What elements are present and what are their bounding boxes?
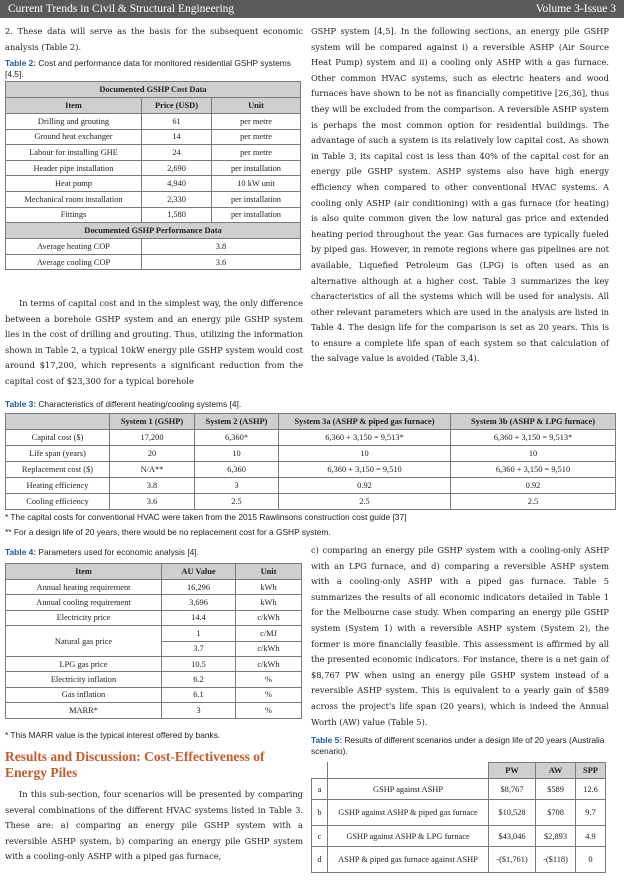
table3-note-1: * The capital costs for conventional HVAC were taken from the 2015 Rawlinsons construction cost guide [37] [5,512,407,522]
table-cell: 3.8 [110,478,195,494]
table5-header-spp: SPP [576,763,606,779]
table-cell: 10 [451,446,616,462]
table-row [6,478,616,494]
table-cell: c [312,826,328,847]
table5-header-blank-2 [328,763,489,779]
table-cell: % [236,687,302,702]
table-cell: 3,696 [162,595,236,610]
table-cell: 6,360 [195,462,279,478]
table-cell: Natural gas price [6,626,162,657]
table-cell: 4.9 [576,826,606,847]
table-cell: 17,200 [110,430,195,446]
table2-header-row [6,98,301,114]
table2-caption [5,58,303,79]
table2-header-price: Price (USD) [142,98,212,114]
table-cell: per metre [212,129,301,145]
table-row [6,254,301,270]
table-cell: 6,360 + 3,150 = 9,513* [451,430,616,446]
table-cell: 2,690 [142,160,212,176]
table-cell: 61 [142,114,212,130]
table-cell: 3.6 [110,494,195,510]
table3-header-row [6,414,616,430]
table-cell: per installation [212,191,301,207]
table-cell: 3.7 [162,641,236,656]
table5-header-aw: AW [536,763,576,779]
table2-perf-title: Documented GSHP Performance Data [6,223,301,239]
right-paragraph-1: GSHP system [4,5]. In the following sections, an energy pile GSHP system will be compared against i) a reversible ASHP (Air Source Heat Pump) system and ii) a cooling only ASHP with a gas furnace. Other common HVAC systems, such as electric heaters and wood furnaces have shown to be not as financially competitive [26,36], thus they will be excluded from the comparison. A reversible ASHP system is perhaps the most common option for residential buildings. The advantage of such a system is its relatively low capital cost. As shown in Table 3, its capital cost is less than 40% of the capital cost for an energy pile GSHP system. ASHP systems also have high energy efficiency when compared to other conventional HVAC systems. A cooling only ASHP (air conditioning) with a gas furnace (for heating) is also quite common given the low natural gas price and extended heating period throughout the year. Gas furnaces are typically fueled by piped gas. However, in remote regions where gas pipelines are not available, Liquefied Petroleum Gas (LPG) is often used as an alternative although at a higher cost. Table 3 summarizes the key characteristics of all the systems which will be used for analysis. All other relevant parameters which are used in the analysis are listed in Table 4. The design life for the comparison is set as 20 years. This is to ensure a complete life span of each system so that calculation of the salvage value is avoided (Table 3,4). [311,26,609,364]
table5-header-pw: PW [489,763,536,779]
table-cell: c/kWh [236,656,302,671]
table3-header-system3b: System 3b (ASHP & LPG furnace) [451,414,616,430]
table3-caption-text: Characteristics of different heating/cooling systems [4]. [36,399,242,409]
table-cell: c/kWh [236,610,302,625]
table-cell: ASHP & piped gas furnace against ASHP [328,847,489,873]
table-row [6,207,301,223]
table4-header-item: Item [6,564,162,580]
table-cell: 6.2 [162,672,236,687]
table-cell: Capital cost ($) [6,430,110,446]
table-cell: 14 [142,129,212,145]
section-heading: Results and Discussion: Cost-Effectiveness of Energy Piles [5,749,265,780]
table-cell: $589 [536,779,576,800]
section-paragraph-1: In this sub-section, four scenarios will be presented by comparing several combinations of the different HVAC systems listed in Table 3. These are: a) comparing an energy pile GSHP system with a reversible ASHP system, b) comparing an energy pile GSHP system with a cooling-only ASHP with a piped gas furnace, [5,789,303,862]
table-cell: 0 [576,847,606,873]
table-cell: Ground heat exchanger [6,129,142,145]
table-cell: GSHP against ASHP & LPG furnace [328,826,489,847]
table-cell: 10 [279,446,451,462]
table-cell: Life span (years) [6,446,110,462]
table-cell: Labour for installing GHE [6,145,142,161]
table-cell: 6,360 + 3,150 = 9,513* [279,430,451,446]
table-row [6,160,301,176]
table-row [6,580,302,595]
table-cell: 24 [142,145,212,161]
table-cell: d [312,847,328,873]
table-cell: -($1,761) [489,847,536,873]
table-cell: MARR* [6,703,162,718]
table-cell: per metre [212,145,301,161]
table-cell: 2.5 [451,494,616,510]
table-cell: kWh [236,580,302,595]
right-bottom-block [311,543,609,730]
table2-header-unit: Unit [212,98,301,114]
table4-note: * This MARR value is the typical interest offered by banks. [5,730,221,740]
table-row [6,672,302,687]
table-cell: 6,360 + 3,150 = 9,510 [451,462,616,478]
table-cell: 0.92 [279,478,451,494]
table-cell: 1,580 [142,207,212,223]
table-cell: 3 [195,478,279,494]
table-cell: Average cooling COP [6,254,142,270]
table2-caption-text: Cost and performance data for monitored residential GSHP systems [4,5]. [5,58,291,79]
table-row [6,687,302,702]
table3-note-2: ** For a design life of 20 years, there would be no replacement cost for a GSHP system. [5,527,331,537]
table3-header-system2: System 2 (ASHP) [195,414,279,430]
table-cell: $8,767 [489,779,536,800]
table2-header-item: Item [6,98,142,114]
left-paragraph-2: In terms of capital cost and in the simplest way, the only difference between a borehole GSHP system and an energy pile GSHP system lies in the cost of drilling and grouting. Thus, utilizing the information shown in Table 2, a typical 10kW energy pile GSHP system would cost around $17,200, which represents a significant reduction from the capital cost of $23,300 for a typical borehole [5,298,303,386]
table4-label: Table 4: [5,547,37,557]
table-cell: per installation [212,207,301,223]
right-paragraph-2: c) comparing an energy pile GSHP system with a cooling-only ASHP with an LPG furnace, and d) comparing a reversible ASHP system with a cooling-only ASHP with a piped gas furnace. Table 5 summarizes the results of all economic indicators detailed in Table 1 for the Melbourne case study. When comparing an energy pile GSHP system (System 1) with a reversible ASHP system (System 2), the former is more financially feasible. This assessment is affirmed by all the presented economic indicators. For instance, there is a net gain of $8,767 PW when using an energy pile GSHP system instead of a reversible ASHP system. This is equivalent to a yearly gain of $589 across the project's life span (20 years), which is indeed the Annual Worth (AW) value (Table 5). [311,545,609,727]
table5-caption [311,735,609,756]
table-cell: 2,330 [142,191,212,207]
right-top-block [311,24,609,367]
table-cell: Annual heating requirement [6,580,162,595]
section-paragraph-block [5,787,303,865]
table-row [6,191,301,207]
table-cell: a [312,779,328,800]
table-cell: 20 [110,446,195,462]
table-cell: $2,893 [536,826,576,847]
table-cell: kWh [236,595,302,610]
table-cell: Average heating COP [6,239,142,255]
table2-label: Table 2: [5,58,37,68]
table4-header-value: AU Value [162,564,236,580]
table-cell: per installation [212,160,301,176]
table-cell: 14.4 [162,610,236,625]
table-cell: $10,528 [489,800,536,826]
table-row [6,462,616,478]
table-row [312,779,606,800]
table-row [6,656,302,671]
table-row [6,703,302,718]
table-cell: Drilling and grouting [6,114,142,130]
table-cell: Mechanical room installation [6,191,142,207]
table3-header-system1: System 1 (GSHP) [110,414,195,430]
table-cell: 12.6 [576,779,606,800]
table-cell: Cooling efficiency [6,494,110,510]
table-cell: 6,360* [195,430,279,446]
table-row [6,239,301,255]
table-cell: 4,940 [142,176,212,192]
table-cell: per metre [212,114,301,130]
table-row [6,446,616,462]
table3-header-system3a: System 3a (ASHP & piped gas furnace) [279,414,451,430]
table-cell: 6,360 + 3,150 = 9,510 [279,462,451,478]
table4-caption [5,547,303,558]
table-row [6,626,302,641]
table-cell: Electricity inflation [6,672,162,687]
left-intro [5,24,303,55]
table-cell: 10 [195,446,279,462]
table-cell: % [236,703,302,718]
table-cell: Heat pump [6,176,142,192]
table-row [6,145,301,161]
journal-header [0,0,624,18]
table-cell: b [312,800,328,826]
table-cell: c/MJ [236,626,302,641]
table-cell: 6.1 [162,687,236,702]
table-cell: $43,046 [489,826,536,847]
table4-header-unit: Unit [236,564,302,580]
table-row [6,129,301,145]
table5-header-row [312,763,606,779]
table-cell: 2.5 [279,494,451,510]
table-cell: GSHP against ASHP [328,779,489,800]
table-cell: 10.5 [162,656,236,671]
table-cell: -($118) [536,847,576,873]
left-paragraph-1: 2. These data will serve as the basis for the subsequent economic analysis (Table 2). [5,26,303,52]
table-cell: 2.5 [195,494,279,510]
table2-title: Documented GSHP Cost Data [6,82,301,98]
table5-label: Table 5: [311,735,343,745]
table-cell: 0.92 [451,478,616,494]
table-cell: 3.8 [142,239,301,255]
table4-caption-text: Parameters used for economic analysis [4]. [36,547,199,557]
table-cell: Annual cooling requirement [6,595,162,610]
left-paragraph-2-block [5,296,303,390]
table-cell: 3 [162,703,236,718]
table-row [6,430,616,446]
table-cell: LPG gas price [6,656,162,671]
table-row [312,847,606,873]
table-row [6,114,301,130]
table-cell: 1 [162,626,236,641]
journal-title: Current Trends in Civil & Structural Engineering [8,3,235,15]
table5-caption-text: Results of different scenarios under a design life of 20 years (Australia scenario). [311,735,605,756]
table2 [5,81,301,270]
table4-header-row [6,564,302,580]
table-cell: Gas inflation [6,687,162,702]
table-row [6,494,616,510]
table-cell: GSHP against ASHP & piped gas furnace [328,800,489,826]
table-cell: Heating efficiency [6,478,110,494]
table-row [6,610,302,625]
table-row [312,826,606,847]
table-cell: 3.6 [142,254,301,270]
table-cell: Fittings [6,207,142,223]
table-cell: Replacement cost ($) [6,462,110,478]
table-cell: Header pipe installation [6,160,142,176]
table-cell: 9.7 [576,800,606,826]
table4 [5,563,302,719]
table3-label: Table 3: [5,399,37,409]
table5-header-blank-1 [312,763,328,779]
table-cell: 16,296 [162,580,236,595]
table5 [311,762,606,873]
table-cell: $708 [536,800,576,826]
table3-caption [5,399,615,410]
table3 [5,413,616,510]
table-cell: N/A** [110,462,195,478]
table-row [6,595,302,610]
table-cell: % [236,672,302,687]
table-cell: c/kWh [236,641,302,656]
table-cell: Electricity price [6,610,162,625]
table3-header-blank [6,414,110,430]
table-cell: 10 kW unit [212,176,301,192]
volume-label: Volume 3-Issue 3 [535,3,616,15]
table-row [6,176,301,192]
table-row [312,800,606,826]
